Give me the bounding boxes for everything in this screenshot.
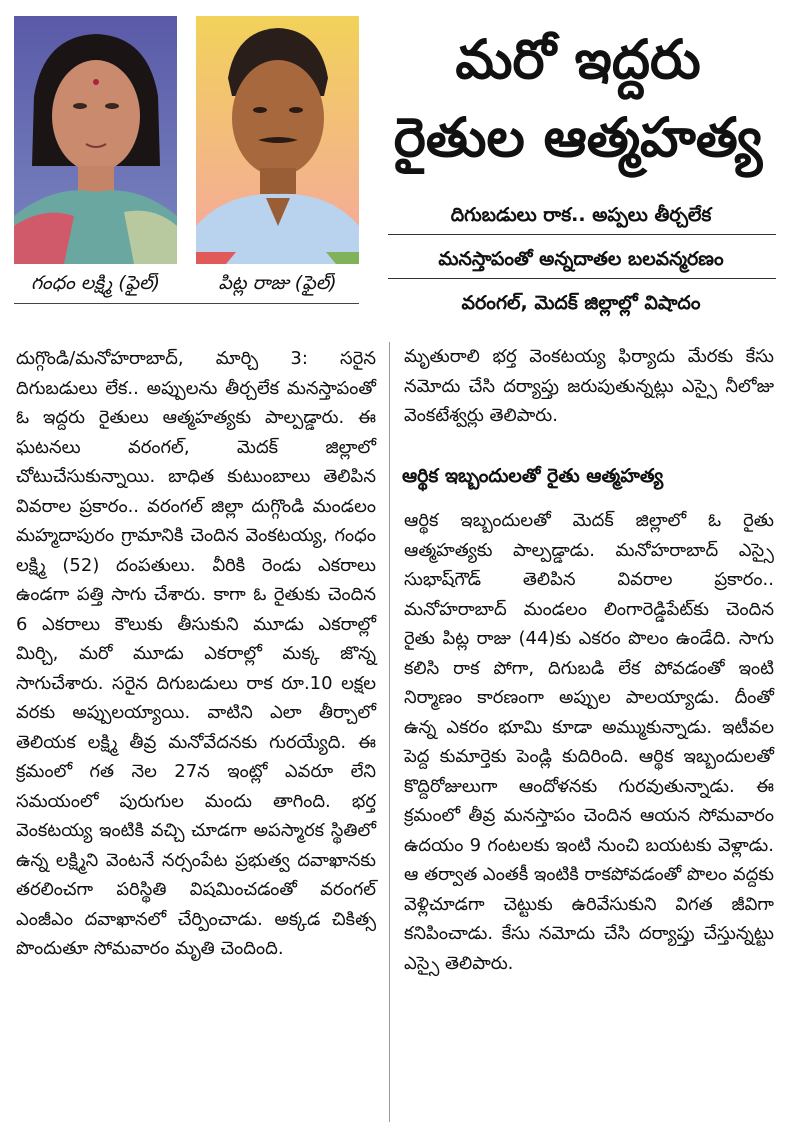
headline-line-1: మరో ఇద్దరు bbox=[455, 28, 701, 91]
article-body-right-top: మృతురాలి భర్త వెంకటయ్య ఫిర్యాదు మేరకు కేసు నమోదు చేసి దర్యాప్తు జరుపుతున్నట్లు ఎస్సై నీలోజు వెంకటేశ్వర్లు తెలిపారు. bbox=[404, 346, 774, 426]
subheadline-3: వరంగల్, మెదక్ జిల్లాల్లో విషాదం bbox=[461, 292, 701, 314]
subheadline-1: దిగుబడులు రాక.. అప్పలు తీర్చలేక bbox=[450, 204, 712, 226]
photo-caption-right: పిట్ల రాజు (ఫైల్) bbox=[218, 272, 337, 294]
photo-caption-left: గంధం లక్ష్మి (ఫైల్) bbox=[30, 272, 160, 294]
photo-pitla-raju bbox=[196, 16, 359, 264]
article-body-left: దుగ్గొండి/మనోహరాబాద్, మార్చి 3: సరైన దిగుబడులు లేక.. అప్పులను తీర్చలేక మనస్తాపంతో ఓ ఇద్దరు రైతులు ఆత్మహత్యకు పాల్పడ్డారు. ఈ ఘటనలు వరంగల్, మెదక్ జిల్లాలో చోటుచేసుకున్నాయి. బాధిత కుటుంబాలు తెలిపిన వివరాల ప్రకారం.. వరంగల్ జిల్లా దుగ్గొండి మండలం మహ్మదాపురం గ్రామానికి చెందిన వెంకటయ్య, గంధం లక్ష్మి (52) దంపతులు. వీరికి రెండు ఎకరాలు ఉండగా పత్తి సాగు చేశారు. కాగా ఓ రైతుకు చెందిన 6 ఎకరాలు కౌలుకు తీసుకుని మూడు ఎకరాల్లో మిర్చి, మరో మూడు ఎకరాల్లో మక్క జొన్న సాగుచేశారు. సరైన దిగుబడులు రాక రూ.10 లక్షల వరకు అప్పులయ్యాయి. వాటిని ఎలా తీర్చాలో తెలియక లక్ష్మి తీవ్ర మనోవేదనకు గురయ్యేది. ఈ క్రమంలో గత నెల 27న ఇంట్లో ఎవరూ లేని సమయంలో పురుగుల మందు తాగింది. భర్త వెంకటయ్య ఇంటికి వచ్చి చూడగా అపస్మారక స్థితిలో ఉన్న లక్ష్మిని వెంటనే నర్సంపేట ప్రభుత్వ దవాఖానకు తరలించగా పరిస్థితి విషమించడంతో వరంగల్ ఎంజీఎం దవాఖానలో చేర్పించాడు. అక్కడ చికిత్స పొందుతూ సోమవారం మృతి చెందింది. bbox=[16, 348, 376, 959]
caption-divider bbox=[14, 303, 359, 304]
photo-gandham-lakshmi bbox=[14, 16, 177, 264]
section-heading: ఆర్థిక ఇబ్బందులతో రైతు ఆత్మహత్య bbox=[402, 465, 664, 487]
article-body-right-bottom: ఆర్థిక ఇబ్బందులతో మెదక్ జిల్లాలో ఓ రైతు ఆత్మహత్యకు పాల్పడ్డాడు. మనోహరాబాద్ ఎస్సై సుభాష్‌గౌడ్ తెలిపిన వివరాల ప్రకారం.. మనోహరాబాద్ మండలం లింగారెడ్డిపేట్‌కు చెందిన రైతు పిట్ల రాజు (44)కు ఎకరం పొలం ఉండేది. సాగు కలిసి రాక పోగా, దిగుబడి లేక పోవడంతో ఇంటి నిర్మాణం కారణంగా అప్పుల పాలయ్యాడు. దీంతో ఉన్న ఎకరం భూమి కూడా అమ్ముకున్నాడు. ఇటీవల పెద్ద కుమార్తెకు పెండ్లి కుదిరింది. ఆర్థిక ఇబ్బందులతో కొద్దిరోజులుగా ఆందోళనకు గురవుతున్నాడు. ఈ క్రమంలో తీవ్ర మనస్తాపం చెందిన ఆయన సోమవారం ఉదయం 9 గంటలకు ఇంటి నుంచి బయటకు వెళ్లాడు. ఆ తర్వాత ఎంతకీ ఇంటికి రాకపోవడంతో పొలం వద్దకు వెళ్లిచూడగా చెట్టుకు ఉరివేసుకుని విగత జీవిగా కనిపించాడు. కేసు నమోదు చేసి దర్యాప్తు చేస్తున్నట్టు ఎస్సై తెలిపారు. bbox=[404, 510, 774, 974]
headline-line-2: రైతుల ఆత్మహత్య bbox=[393, 106, 763, 169]
subheadline-divider-1 bbox=[388, 234, 776, 235]
subheadline-divider-2 bbox=[388, 278, 776, 279]
subheadline-2: మనస్తాపంతో అన్నదాతల బలవన్మరణం bbox=[438, 248, 724, 270]
column-divider bbox=[389, 342, 390, 1122]
